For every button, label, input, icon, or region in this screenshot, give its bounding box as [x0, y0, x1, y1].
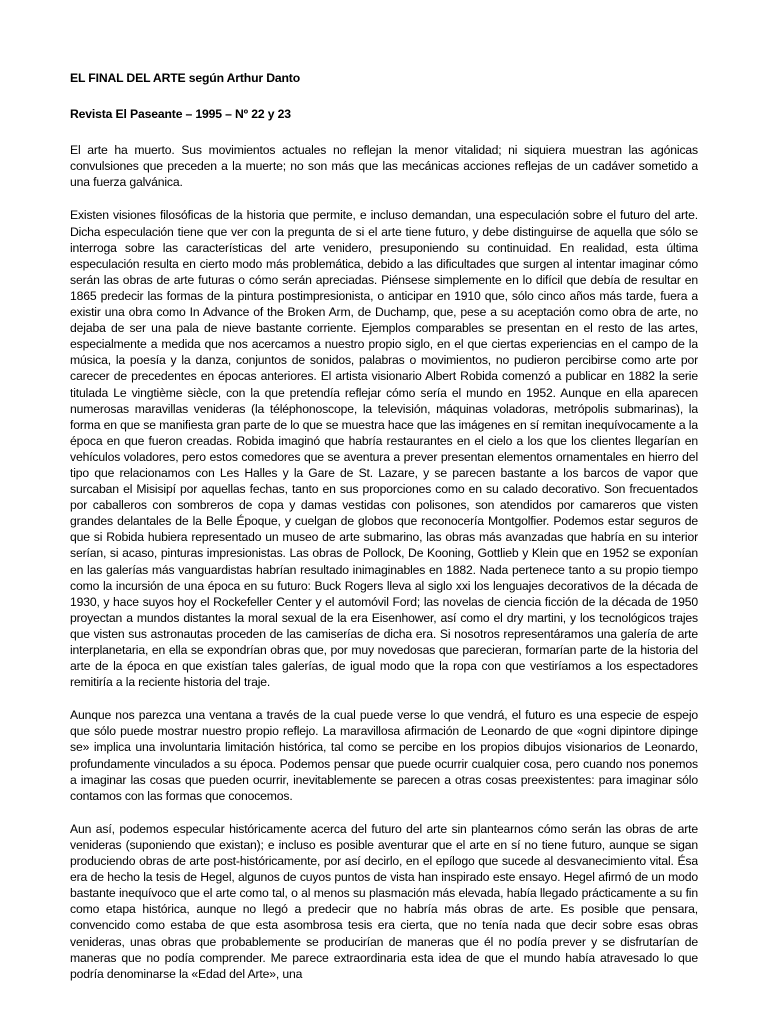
document-page [70, 70, 698, 1024]
paragraph-2: Existen visiones filosóficas de la historia que permite, e incluso demandan, una especulación sobre el futuro del arte. Dicha especulación tiene que ver con la pregunta de si el arte tiene futuro, y debe distinguirse de aquella que sólo se interroga sobre las características del arte venidero, presuponiendo su continuidad. En realidad, esta última especulación resulta en cierto modo más problemática, debido a las dificultades que surgen al intentar imaginar cómo serán las obras de arte futuras o cómo serán apreciadas. Piénsese simplemente en lo difícil que debía de resultar en 1865 predecir las formas de la pintura postimpresionista, o anticipar en 1910 que, sólo cinco años más tarde, fuera a existir una obra como In Advance of the Broken Arm, de Duchamp, que, pese a su aceptación como obra de arte, no dejaba de ser una pala de nieve bastante corriente. Ejemplos comparables se presentan en el resto de las artes, especialmente a medida que nos acercamos a nuestro propio siglo, en el que ciertas experiencias en el campo de la música, la poesía y la danza, conjuntos de sonidos, palabras o movimientos, no pudieron percibirse como arte por carecer de precedentes en épocas anteriores. El artista visionario Albert Robida comenzó a publicar en 1882 la serie titulada Le vingtième siècle, con la que pretendía reflejar cómo sería el mundo en 1952. Aunque en ella aparecen numerosas maravillas venideras (la téléphonoscope, la televisión, máquinas voladoras, metrópolis submarinas), la forma en que se manifiesta gran parte de lo que se muestra hace que las imágenes en sí remitan inequívocamente a la época en que fueron creadas. Robida imaginó que habría restaurantes en el cielo a los que los clientes llegarían en vehículos voladores, pero estos comedores que se aventura a prever presentan elementos ornamentales en hierro del tipo que relacionamos con Les Halles y la Gare de St. Lazare, y se parecen bastante a los barcos de vapor que surcaban el Misisipí por aquellas fechas, tanto en sus proporciones como en su calado decorativo. Son frecuentados por caballeros con sombreros de copa y damas vestidas con polisones, son atendidos por camareros que visten grandes delantales de la Belle Époque, y cuelgan de globos que reconocería Montgolfier. Podemos estar seguros de que si Robida hubiera representado un museo de arte submarino, las obras más avanzadas que habría en su interior serían, si acaso, pinturas impresionistas. Las obras de Pollock, De Kooning, Gottlieb y Klein que en 1952 se exponían en las galerías más vanguardistas habrían resultado inimaginables en 1882. Nada pertenece tanto a su propio tiempo como la incursión de una época en su futuro: Buck Rogers lleva al siglo xxi los lenguajes decorativos de la década de 1930, y hace suyos hoy el Rockefeller Center y el automóvil Ford; las novelas de ciencia ficción de la década de 1950 proyectan a mundos distantes la moral sexual de la era Eisenhower, así como el dry martini, y los tecnológicos trajes que visten sus astronautas proceden de las camiserías de dicha era. Si nosotros representáramos una galería de arte interplanetaria, en ella se expondrían obras que, por muy novedosas que parecieran, formarían parte de la historia del arte de la época en que existían tales galerías, de igual modo que la ropa con que vestiríamos a los espectadores remitiría a la reciente historia del traje. [70, 208, 698, 690]
paragraph-1: El arte ha muerto. Sus movimientos actuales no reflejan la menor vitalidad; ni siquiera muestran las agónicas convulsiones que preceden a la muerte; no son más que las mecánicas acciones reflejas de un cadáver sometido a una fuerza galvánica. [70, 143, 698, 190]
paragraph-4: Aun así, podemos especular históricamente acerca del futuro del arte sin plantearnos cómo serán las obras de arte venideras (suponiendo que existan); e incluso es posible aventurar que el arte en sí no tiene futuro, aunque se sigan produciendo obras de arte post-históricamente, por así decirlo, en el epílogo que sucede al desvanecimiento vital. Ésa era de hecho la tesis de Hegel, algunos de cuyos puntos de vista han inspirado este ensayo. Hegel afirmó de un modo bastante inequívoco que el arte como tal, o al menos su plasmación más elevada, había llegado prácticamente a su fin como etapa histórica, aunque no llegó a predecir que no habría más obras de arte. Es posible que pensara, convencido como estaba de que esta asombrosa tesis era cierta, que no tenía nada que decir sobre esas obras venideras, unas obras que probablemente se producirían de maneras que él no podía prever y se disfrutarían de maneras que no podía comprender. Me parece extraordinaria esta idea de que el mundo había atravesado lo que podría denominarse la «Edad del Arte», una [70, 821, 698, 981]
document-source: Revista El Paseante – 1995 – Nº 22 y 23 [70, 107, 291, 122]
paragraph-3: Aunque nos parezca una ventana a través de la cual puede verse lo que vendrá, el futuro es una especie de espejo que sólo puede mostrar nuestro propio reflejo. La maravillosa afirmación de Leonardo de que «ogni dipintore dipinge se» implica una involuntaria limitación histórica, tal como se percibe en los propios dibujos visionarios de Leonardo, profundamente vinculados a su época. Podemos pensar que puede ocurrir cualquier cosa, pero cuando nos ponemos a imaginar las cosas que pueden ocurrir, inevitablemente se parecen a otras cosas preexistentes: para imaginar sólo contamos con las formas que conocemos. [70, 708, 698, 803]
document-title: EL FINAL DEL ARTE según Arthur Danto [70, 71, 301, 85]
